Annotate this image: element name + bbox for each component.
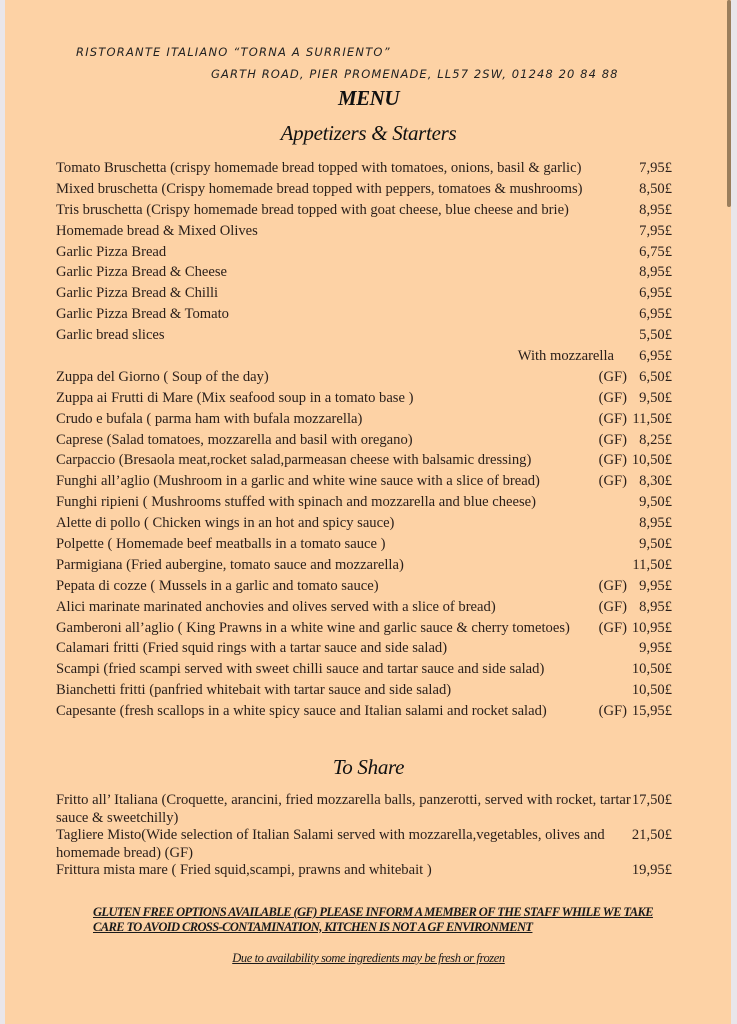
gluten-free-tag: (GF) xyxy=(598,619,627,636)
item-name: Garlic Pizza Bread & Tomato xyxy=(56,306,229,323)
item-price: 8,95£ xyxy=(639,264,672,281)
menu-item xyxy=(56,701,672,722)
item-name: Gamberoni all’aglio ( King Prawns in a white wine and garlic sauce & cherry tometoes) xyxy=(56,619,570,636)
item-price: 8,50£ xyxy=(639,180,672,197)
item-name: Capesante (fresh scallops in a white spicy sauce and Italian salami and rocket salad) xyxy=(56,703,547,720)
item-name: Alette di pollo ( Chicken wings in an hot and spicy sauce) xyxy=(56,515,395,532)
item-name: Carpaccio (Bresaola meat,rocket salad,parmeasan cheese with balsamic dressing) xyxy=(56,452,532,469)
menu-item xyxy=(56,325,672,346)
gluten-free-tag: (GF) xyxy=(598,389,627,406)
gluten-free-tag: (GF) xyxy=(598,703,627,720)
item-name: Zuppa ai Frutti di Mare (Mix seafood soup in a tomato base ) xyxy=(56,389,414,406)
to-share-title: To Share xyxy=(332,755,405,779)
menu-title: MENU xyxy=(337,86,399,110)
share-item xyxy=(56,827,672,862)
menu-item xyxy=(56,471,672,492)
gluten-free-tag: (GF) xyxy=(598,431,627,448)
gluten-free-tag: (GF) xyxy=(598,473,627,490)
item-price: 9,50£ xyxy=(639,494,672,511)
gluten-free-notice: GLUTEN FREE OPTIONS AVAILABLE (GF) PLEASE INFORM A MEMBER OF THE STAFF WHILE WE TAKE CARE TO AVOID CROSS-CONTAMINATION, KITCHEN IS NOT A GF ENVIRONMENT xyxy=(93,905,653,934)
item-price: 8,25£ xyxy=(639,431,672,448)
item-name: Garlic bread slices xyxy=(56,327,165,344)
gluten-free-tag: (GF) xyxy=(598,368,627,385)
menu-item xyxy=(56,555,672,576)
gluten-free-tag: (GF) xyxy=(598,452,627,469)
menu-item xyxy=(56,367,672,388)
menu-item xyxy=(56,304,672,325)
gluten-free-tag: (GF) xyxy=(598,577,627,594)
menu-item xyxy=(56,534,672,555)
item-name: Homemade bread & Mixed Olives xyxy=(56,222,258,239)
item-name: Garlic Pizza Bread & Chilli xyxy=(56,285,219,302)
item-name: Scampi (fried scampi served with sweet chilli sauce and tartar sauce and side salad) xyxy=(56,661,545,678)
menu-item xyxy=(56,346,672,367)
menu-item xyxy=(56,513,672,534)
item-price: 8,95£ xyxy=(639,515,672,532)
item-name: Tagliere Misto(Wide selection of Italian Salami served with mozzarella,vegetables, olives and homemade bread) (GF) xyxy=(56,827,605,861)
appetizers-list xyxy=(56,158,672,722)
item-price: 6,95£ xyxy=(639,348,672,365)
item-price: 6,95£ xyxy=(639,285,672,302)
menu-item xyxy=(56,262,672,283)
item-name: Garlic Pizza Bread & Cheese xyxy=(56,264,227,281)
item-price: 6,75£ xyxy=(639,243,672,260)
item-name: Polpette ( Homemade beef meatballs in a tomato sauce ) xyxy=(56,536,386,553)
menu-item xyxy=(56,638,672,659)
menu-item xyxy=(56,450,672,471)
menu-item xyxy=(56,576,672,597)
item-price: 9,95£ xyxy=(639,577,672,594)
item-name: Mixed bruschetta (Crispy homemade bread topped with peppers, tomatoes & mushrooms) xyxy=(56,180,583,197)
item-price: 10,50£ xyxy=(631,661,672,678)
availability-notice: Due to availability some ingredients may be fresh or frozen xyxy=(232,951,505,965)
item-price: 8,95£ xyxy=(639,598,672,615)
item-name: With mozzarella xyxy=(517,348,614,365)
item-name: Caprese (Salad tomatoes, mozzarella and basil with oregano) xyxy=(56,431,413,448)
item-price: 9,50£ xyxy=(639,536,672,553)
menu-item xyxy=(56,158,672,179)
menu-item xyxy=(56,597,672,618)
item-price: 7,95£ xyxy=(639,222,672,239)
menu-item xyxy=(56,179,672,200)
gluten-free-tag: (GF) xyxy=(598,598,627,615)
menu-item xyxy=(56,388,672,409)
item-name: Tris bruschetta (Crispy homemade bread topped with goat cheese, blue cheese and brie) xyxy=(56,201,569,218)
item-name: Funghi ripieni ( Mushrooms stuffed with spinach and mozzarella and blue cheese) xyxy=(56,494,536,511)
menu-item xyxy=(56,492,672,513)
item-price: 10,50£ xyxy=(631,452,672,469)
menu-item xyxy=(56,659,672,680)
item-price: 6,95£ xyxy=(639,306,672,323)
menu-item xyxy=(56,430,672,451)
item-name: Alici marinate marinated anchovies and olives served with a slice of bread) xyxy=(56,598,496,615)
item-price: 7,95£ xyxy=(639,160,672,176)
item-name: Frittura mista mare ( Fried squid,scampi, prawns and whitebait ) xyxy=(56,862,432,878)
item-price: 19,95£ xyxy=(631,862,672,878)
menu-item xyxy=(56,283,672,304)
item-name: Tomato Bruschetta (crispy homemade bread topped with tomatoes, onions, basil & garlic) xyxy=(56,160,582,176)
item-name: Parmigiana (Fried aubergine, tomato sauce and mozzarella) xyxy=(56,556,404,573)
menu-item xyxy=(56,242,672,263)
item-name: Calamari fritti (Fried squid rings with a tartar sauce and side salad) xyxy=(56,640,448,657)
restaurant-address: GARTH ROAD, PIER PROMENADE, LL57 2SW, 01248 20 84 88 xyxy=(211,67,619,81)
item-name: Fritto all’ Italiana (Croquette, arancini, fried mozzarella balls, panzerotti, served with rocket, tartar sauce & sweetchilly) xyxy=(56,792,631,826)
item-name: Crudo e bufala ( parma ham with bufala mozzarella) xyxy=(56,410,363,427)
item-price: 9,50£ xyxy=(639,389,672,406)
item-price: 8,95£ xyxy=(639,201,672,218)
item-price: 10,50£ xyxy=(631,682,672,699)
item-name: Zuppa del Giorno ( Soup of the day) xyxy=(56,368,269,385)
item-price: 5,50£ xyxy=(639,327,672,344)
share-item xyxy=(56,792,672,827)
item-name: Garlic Pizza Bread xyxy=(56,243,167,260)
item-name: Bianchetti fritti (panfried whitebait with tartar sauce and side salad) xyxy=(56,682,452,699)
item-price: 17,50£ xyxy=(631,792,672,808)
share-item xyxy=(56,862,672,880)
item-price: 6,50£ xyxy=(639,368,672,385)
to-share-list xyxy=(56,792,672,880)
gluten-free-tag: (GF) xyxy=(598,410,627,427)
item-price: 21,50£ xyxy=(631,827,672,843)
item-price: 9,95£ xyxy=(639,640,672,657)
item-price: 11,50£ xyxy=(632,556,672,573)
menu-item xyxy=(56,618,672,639)
item-price: 8,30£ xyxy=(639,473,672,490)
item-price: 15,95£ xyxy=(631,703,672,720)
item-price: 10,95£ xyxy=(631,619,672,636)
menu-item xyxy=(56,680,672,701)
item-name: Funghi all’aglio (Mushroom in a garlic and white wine sauce with a slice of bread) xyxy=(56,473,540,490)
menu-item xyxy=(56,409,672,430)
menu-item xyxy=(56,221,672,242)
appetizers-title: Appetizers & Starters xyxy=(280,121,457,145)
item-price: 11,50£ xyxy=(632,410,672,427)
item-name: Pepata di cozze ( Mussels in a garlic and tomato sauce) xyxy=(56,577,379,594)
restaurant-name: RISTORANTE ITALIANO “TORNA A SURRIENTO” xyxy=(76,45,391,59)
menu-item xyxy=(56,200,672,221)
